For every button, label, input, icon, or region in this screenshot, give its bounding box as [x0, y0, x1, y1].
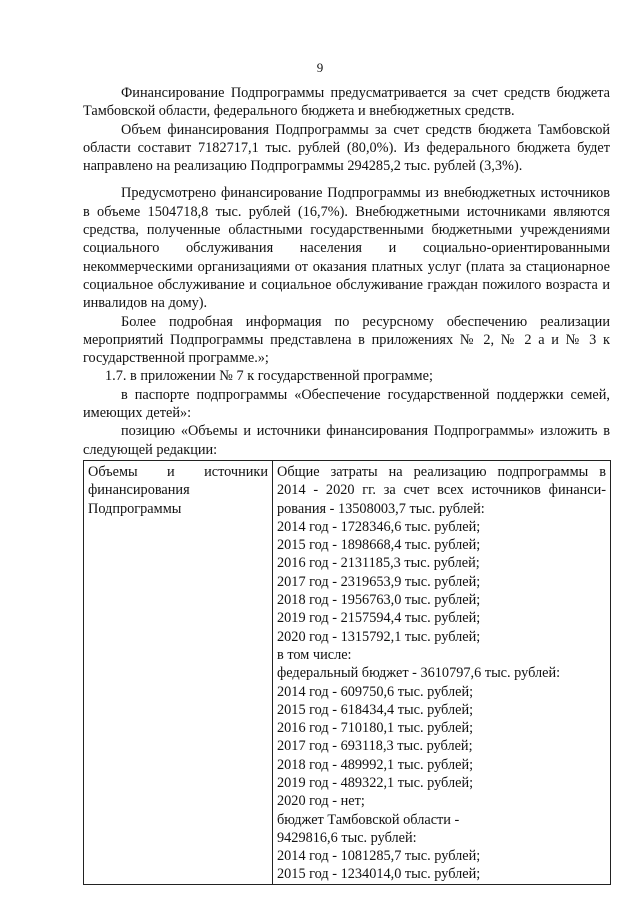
financing-line: 2015 год - 1234014,0 тыс. рублей;	[277, 866, 481, 883]
financing-line: 2019 год - 489322,1 тыс. рублей;	[277, 774, 474, 791]
financing-line: 2020 год - 1315792,1 тыс. рублей;	[277, 628, 481, 645]
financing-line: 2016 год - 710180,1 тыс. рублей;	[277, 720, 474, 737]
financing-line: 2018 год - 1956763,0 тыс. рублей;	[277, 592, 481, 609]
table-row	[84, 460, 611, 884]
financing-line: 2016 год - 2131185,3 тыс. рублей;	[277, 555, 480, 572]
financing-table	[83, 460, 611, 885]
paragraph-subprogram-passport: в паспорте подпрограммы «Обеспечение государственной поддержки семей, имеющих детей»:	[83, 386, 610, 422]
financing-line: 2015 год - 1898668,4 тыс. рублей;	[277, 537, 481, 554]
financing-line: 2018 год - 489992,1 тыс. рублей;	[277, 756, 474, 773]
paragraph-extrabudgetary-sources: Предусмотрено финансирование Подпрограммы из внебюджетных источников в объеме 1504718,8 тыс. рублей (16,7%). Внебюджетными источниками являются средства, полученные областными государственными бюджетными учреждениями социального обслуживания населения и социально-ориентированными некоммерческими организациями от оказания платных услуг (плата за стационарное социальное обслуживание и социальное обслуживание граждан пожилого возраста и инвалидов на дому).	[83, 185, 610, 312]
paragraph-regional-budget-volume: Объем финансирования Подпрограммы за счет средств бюджета Тамбовской области составит 7182717,1 тыс. рублей (80,0%). Из федерального бюджета будет направлено на реализацию Подпрограммы 294285,2 тыс. рублей (3,3%).	[83, 121, 610, 175]
paragraph-position-instruction: позицию «Объемы и источники финансирования Подпрограммы» изложить в следующей редакции:	[83, 423, 610, 458]
financing-line: 9429816,6 тыс. рублей:	[277, 829, 417, 846]
paragraph-amendment-1-7: 1.7. в приложении № 7 к государственной программе;	[105, 368, 433, 385]
financing-line: 2014 год - 1728346,6 тыс. рублей;	[277, 518, 481, 535]
financing-line: бюджет Тамбовской области -	[277, 811, 460, 828]
page-number: 9	[316, 60, 324, 75]
financing-line: 2014 год - 609750,6 тыс. рублей;	[277, 683, 474, 700]
financing-line: 2014 - 2020 гг. за счет всех источников финанси-	[277, 482, 606, 499]
financing-line: федеральный бюджет - 3610797,6 тыс. рублей:	[277, 665, 561, 682]
financing-line: рования - 13508003,7 тыс. рублей:	[277, 500, 485, 517]
financing-line: 2019 год - 2157594,4 тыс. рублей;	[277, 610, 481, 627]
paragraph-detailed-info: Более подробная информация по ресурсному обеспечению реализации мероприятий Подпрограммы представлена в приложениях № 2, № 2 а и № 3 к государственной программе.»;	[83, 313, 610, 367]
document-body	[83, 84, 610, 885]
financing-line: 2014 год - 1081285,7 тыс. рублей;	[277, 848, 481, 865]
financing-line: 2017 год - 693118,3 тыс. рублей;	[277, 738, 473, 755]
financing-line: 2017 год - 2319653,9 тыс. рублей;	[277, 573, 481, 590]
financing-line: 2015 год - 618434,4 тыс. рублей;	[277, 701, 474, 718]
table-cell-values	[273, 460, 611, 884]
financing-label: Объемы и источники финансирования Подпрограммы	[88, 463, 268, 517]
paragraph-financing-sources: Финансирование Подпрограммы предусматривается за счет средств бюджета Тамбовской области, федерального бюджета и внебюджетных средств.	[83, 85, 610, 120]
financing-line: в том числе:	[277, 646, 352, 663]
financing-line: Общие затраты на реализацию подпрограммы в	[277, 463, 606, 480]
table-cell-label	[84, 460, 273, 884]
financing-line: 2020 год - нет;	[277, 793, 365, 810]
